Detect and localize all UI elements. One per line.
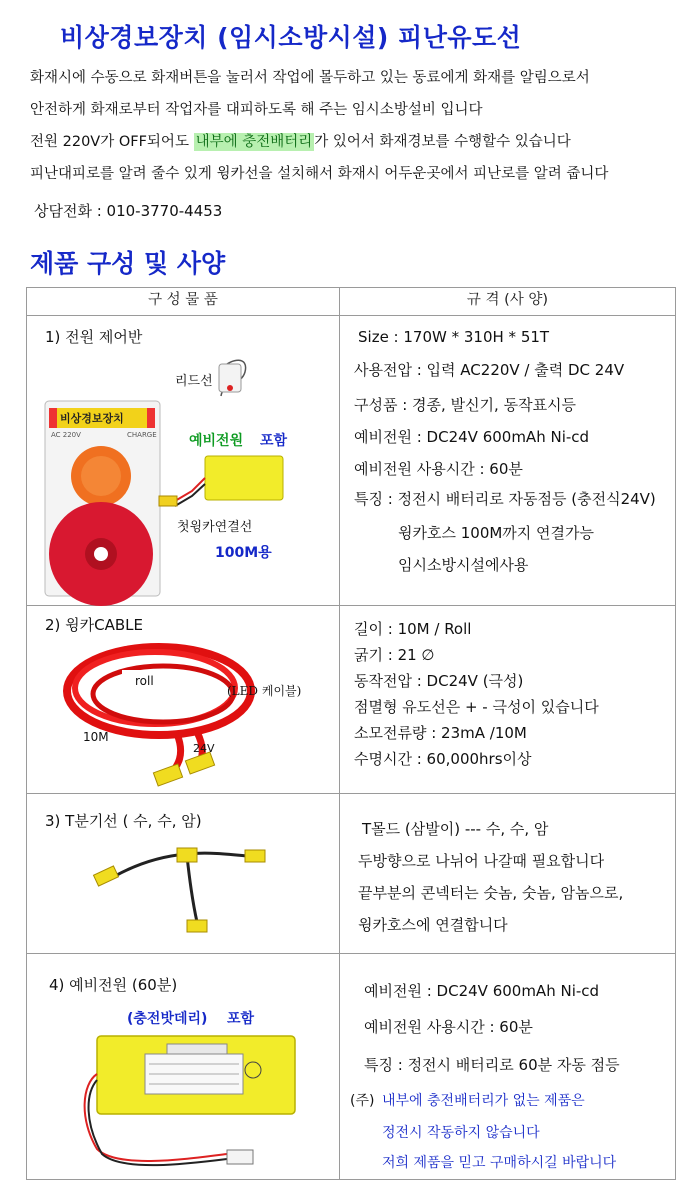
spec-polarity: 점멸형 유도선은 + - 극성이 있습니다	[354, 698, 599, 716]
spec-components: 구성품 : 경종, 발신기, 동작표시등	[354, 396, 577, 414]
intro-line-3	[30, 130, 571, 151]
lead-wire-label: 리드선	[175, 374, 213, 389]
battery-included-label: 포함	[227, 1011, 255, 1027]
spec-cell	[340, 606, 676, 794]
connector-label: 첫윙카연결선	[177, 520, 253, 535]
length-label: 100M용	[215, 545, 272, 561]
intro-line-2: 안전하게 화재로부터 작업자를 대피하도록 해 주는 임시소방설비 입니다	[30, 102, 483, 118]
control-panel-image	[27, 316, 340, 606]
spec-table	[26, 287, 676, 1180]
table-row	[27, 606, 676, 794]
row-title: 2) 윙카CABLE	[45, 616, 144, 634]
backup-included-label: 포함	[260, 433, 288, 449]
note-line-3: 저희 제품을 믿고 구매하시길 바랍니다	[382, 1155, 617, 1171]
col-header-components: 구 성 물 품	[27, 288, 340, 316]
table-row	[27, 794, 676, 954]
battery-label: (충전밧데리)	[127, 1011, 208, 1027]
spec-thickness: 굵기 : 21 ∅	[354, 646, 435, 664]
spec-lifetime: 수명시간 : 60,000hrs이상	[354, 750, 532, 768]
table-row	[27, 316, 676, 606]
battery-pack-image	[27, 954, 340, 1180]
ac-label: AC 220V	[51, 431, 81, 439]
spec-usage: 임시소방시설에사용	[398, 556, 529, 574]
row-title: 4) 예비전원 (60분)	[49, 976, 178, 994]
note-line-2: 정전시 작동하지 않습니다	[382, 1125, 540, 1141]
roll-label: roll	[135, 674, 154, 688]
component-cell	[27, 606, 340, 794]
spec-length: 길이 : 10M / Roll	[354, 620, 472, 638]
led-cable-image	[27, 606, 340, 794]
t-splitter-image	[27, 794, 340, 954]
spec-auto-light: 특징 : 정전시 배터리로 60분 자동 점등	[364, 1056, 620, 1074]
component-cell	[27, 794, 340, 954]
page-title: 비상경보장치 (임시소방시설) 피난유도선	[60, 23, 522, 52]
spec-backup-power: 예비전원 : DC24V 600mAh Ni-cd	[364, 982, 600, 1000]
intro-line-4: 피난대피로를 알려 줄수 있게 윙카선을 설치해서 화재시 어두운곳에서 피난로를 알려 줍니다	[30, 166, 609, 182]
component-cell	[27, 316, 340, 606]
table-header-row	[27, 288, 676, 316]
spec-size: Size : 170W * 310H * 51T	[358, 328, 550, 346]
spec-backup-duration: 예비전원 사용시간 : 60분	[364, 1018, 533, 1036]
battery-highlight: 내부에 충전배터리	[195, 134, 313, 150]
contact-phone: 상담전화 : 010-3770-4453	[34, 202, 223, 220]
spec-cell	[340, 316, 676, 606]
length-10m-label: 10M	[83, 730, 109, 744]
charge-label: CHARGE	[127, 431, 157, 439]
spec-connect: 윙카호스에 연결합니다	[358, 916, 508, 934]
component-cell	[27, 954, 340, 1180]
spec-cell	[340, 954, 676, 1180]
backup-power-label: 예비전원	[189, 433, 244, 449]
spec-backup-time: 예비전원 사용시간 : 60분	[354, 460, 523, 478]
spec-current: 소모전류량 : 23mA /10M	[354, 724, 527, 742]
spec-cell	[340, 794, 676, 954]
intro-line-1: 화재시에 수동으로 화재버튼을 눌러서 작업에 몰두하고 있는 동료에게 화재를 알림으로서	[30, 70, 590, 86]
section-title: 제품 구성 및 사양	[30, 249, 226, 278]
spec-voltage: 사용전압 : 입력 AC220V / 출력 DC 24V	[354, 361, 625, 379]
spec-backup: 예비전원 : DC24V 600mAh Ni-cd	[354, 428, 590, 446]
volt-24v-label: 24V	[193, 742, 215, 755]
spec-connector: 끝부분의 콘넥터는 숫놈, 숫놈, 암놈으로,	[358, 884, 624, 902]
spec-op-voltage: 동작전압 : DC24V (극성)	[354, 672, 524, 690]
led-cable-label: (LED 케이블)	[227, 684, 302, 698]
col-header-specs: 규 격 (사 양)	[340, 288, 676, 316]
note-prefix: (주)	[350, 1093, 375, 1109]
intro-line-3-pre: 전원 220V가 OFF되어도	[30, 134, 194, 150]
spec-t-mold: T몰드 (삼발이) --- 수, 수, 암	[362, 820, 549, 838]
intro-line-3-post: 가 있어서 화재경보를 수행할수 있습니다	[314, 134, 571, 150]
table-row	[27, 954, 676, 1180]
spec-two-way: 두방향으로 나뉘어 나갈때 필요합니다	[358, 852, 605, 870]
row-title: 1) 전원 제어반	[45, 328, 143, 346]
note-line-1: 내부에 충전배터리가 없는 제품은	[382, 1093, 585, 1109]
spec-hose: 윙카호스 100M까지 연결가능	[398, 524, 595, 542]
spec-feature: 특징 : 정전시 배터리로 자동점등 (충전식24V)	[354, 490, 656, 508]
row-title: 3) T분기선 ( 수, 수, 암)	[45, 812, 202, 830]
panel-label: 비상경보장치	[60, 412, 124, 425]
